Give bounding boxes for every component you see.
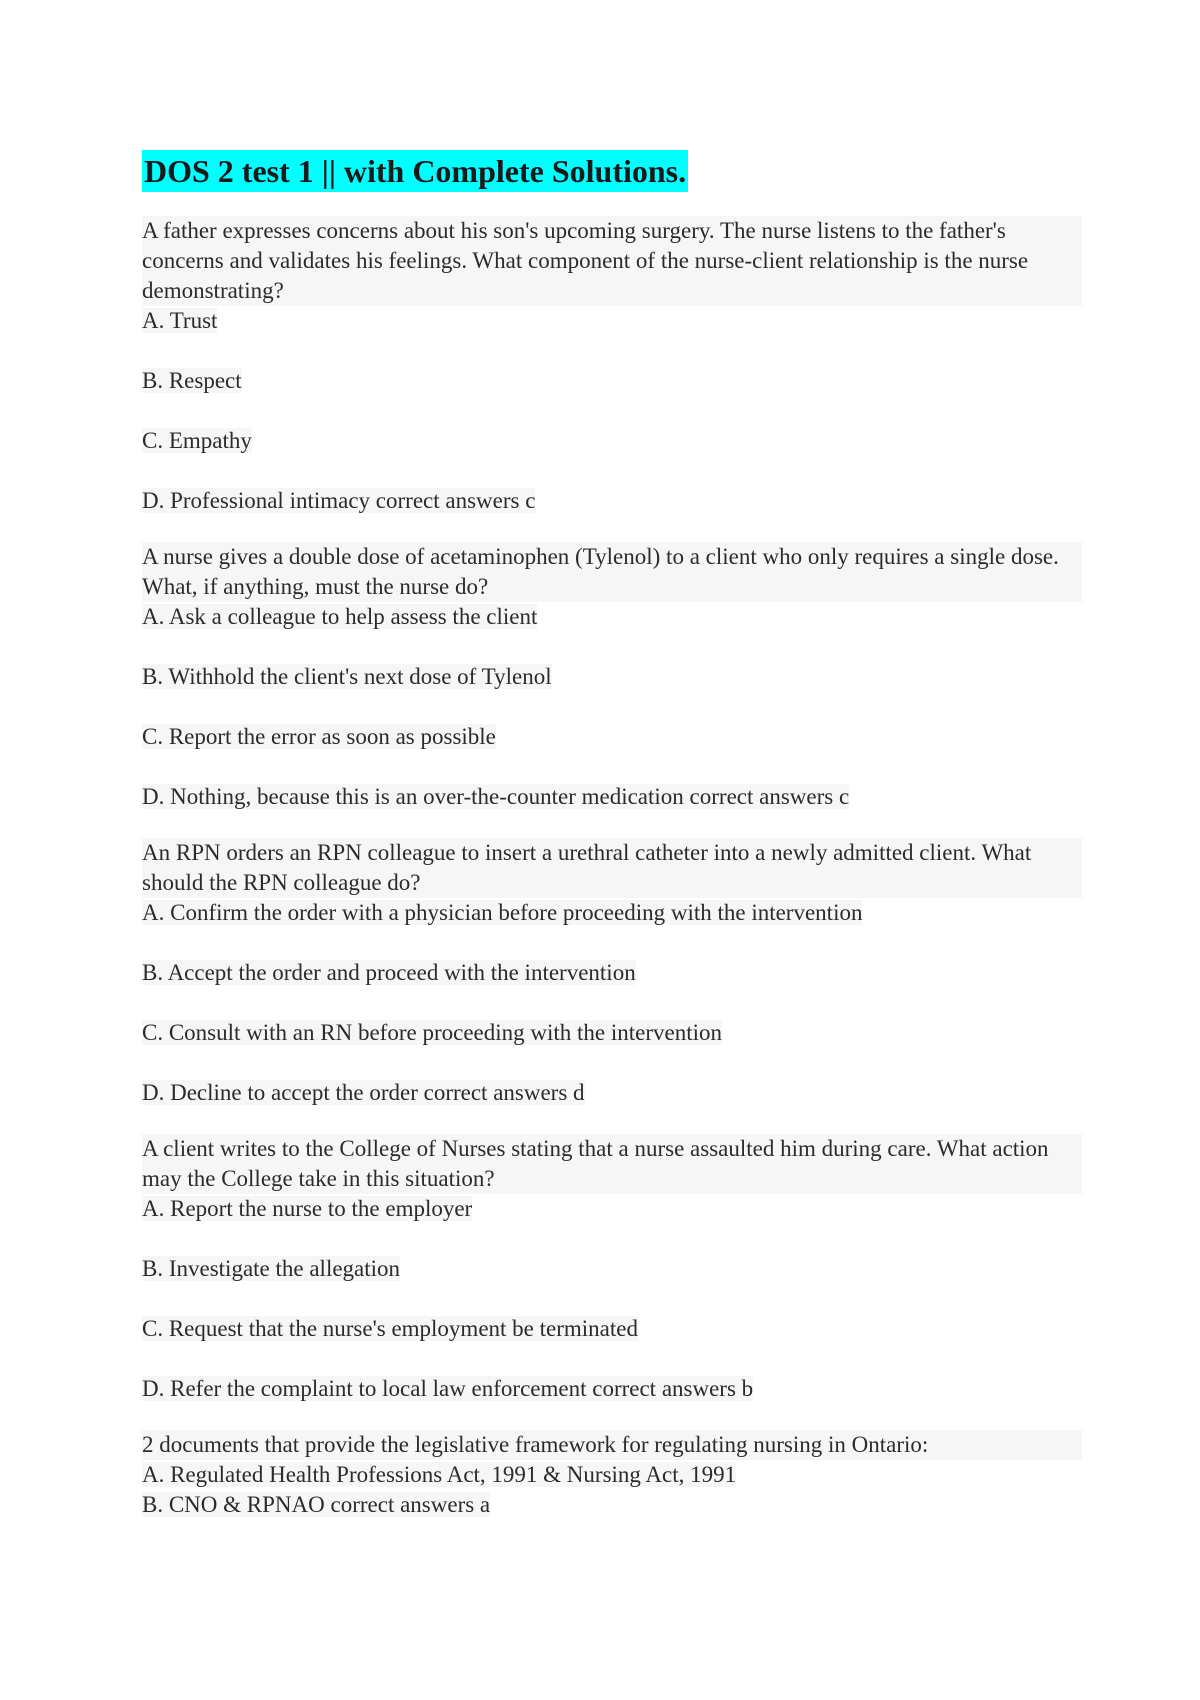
answer-option: B. Accept the order and proceed with the intervention xyxy=(142,960,636,985)
answer-option: C. Report the error as soon as possible xyxy=(142,724,496,749)
document-page xyxy=(142,150,1082,1546)
answer-option: A. Report the nurse to the employer xyxy=(142,1196,473,1221)
answer-option: B. Investigate the allegation xyxy=(142,1256,401,1281)
answer-option: C. Request that the nurse's employment be terminated xyxy=(142,1316,638,1341)
answer-option: D. Decline to accept the order correct answers d xyxy=(142,1080,585,1105)
question-3 xyxy=(142,838,1082,1108)
question-4 xyxy=(142,1134,1082,1404)
document-title: DOS 2 test 1 || with Complete Solutions. xyxy=(142,150,688,192)
question-stem: A client writes to the College of Nurses stating that a nurse assaulted him during care. What action may the College take in this situation? xyxy=(142,1134,1082,1194)
answer-option: D. Refer the complaint to local law enforcement correct answers b xyxy=(142,1376,754,1401)
question-5 xyxy=(142,1430,1082,1520)
question-2 xyxy=(142,542,1082,812)
answer-option: A. Trust xyxy=(142,308,218,333)
question-stem: An RPN orders an RPN colleague to insert a urethral catheter into a newly admitted client. What should the RPN colleague do? xyxy=(142,838,1082,898)
answer-option: D. Nothing, because this is an over-the-counter medication correct answers c xyxy=(142,784,850,809)
question-1 xyxy=(142,216,1082,516)
answer-option: D. Professional intimacy correct answers c xyxy=(142,488,536,513)
answer-option: A. Regulated Health Professions Act, 1991 & Nursing Act, 1991 xyxy=(142,1462,737,1487)
question-stem: 2 documents that provide the legislative framework for regulating nursing in Ontario: xyxy=(142,1430,1082,1460)
answer-option: B. CNO & RPNAO correct answers a xyxy=(142,1492,491,1517)
question-stem: A nurse gives a double dose of acetaminophen (Tylenol) to a client who only requires a single dose. What, if anything, must the nurse do? xyxy=(142,542,1082,602)
answer-option: C. Empathy xyxy=(142,428,252,453)
answer-option: A. Ask a colleague to help assess the client xyxy=(142,604,538,629)
answer-option: B. Withhold the client's next dose of Tylenol xyxy=(142,664,552,689)
answer-option: C. Consult with an RN before proceeding with the intervention xyxy=(142,1020,722,1045)
answer-option: B. Respect xyxy=(142,368,242,393)
question-stem: A father expresses concerns about his son's upcoming surgery. The nurse listens to the father's concerns and validates his feelings. What component of the nurse-client relationship is the nurse demonstrating? xyxy=(142,216,1082,306)
answer-option: A. Confirm the order with a physician before proceeding with the intervention xyxy=(142,900,863,925)
